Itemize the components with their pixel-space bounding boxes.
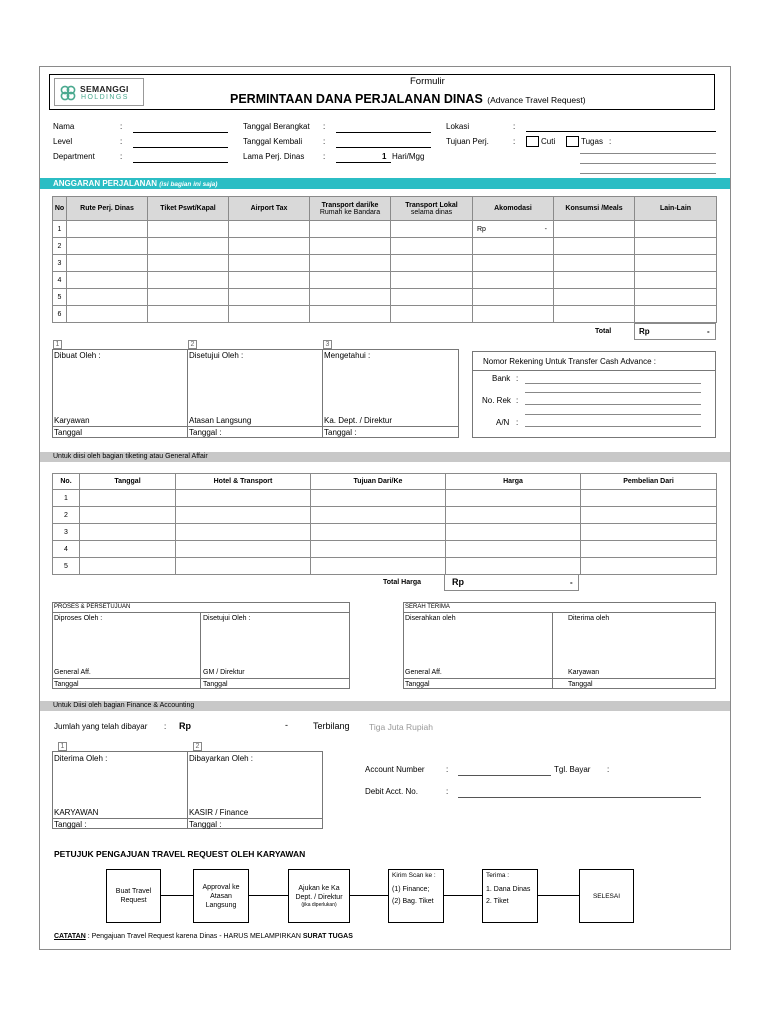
tanggal-label: Tanggal : <box>324 428 357 437</box>
table-cell[interactable] <box>635 289 717 306</box>
general-label: General Aff. <box>405 669 442 676</box>
total-field[interactable]: Rp - <box>634 323 716 340</box>
table-cell[interactable] <box>80 524 176 541</box>
table-cell[interactable] <box>229 272 310 289</box>
col-airport: Airport Tax <box>229 197 310 221</box>
table-cell[interactable] <box>148 238 229 255</box>
tgl-kembali-field[interactable] <box>336 147 431 148</box>
table-cell[interactable] <box>554 272 635 289</box>
table-row <box>53 289 717 306</box>
col-rute: Rute Perj. Dinas <box>67 197 148 221</box>
table-cell[interactable] <box>554 306 635 323</box>
table-row <box>53 507 717 524</box>
colon: : <box>609 137 612 146</box>
bank-line-2[interactable] <box>525 392 701 393</box>
dibuat-label: Dibuat Oleh : <box>54 351 101 360</box>
table-cell[interactable] <box>446 507 581 524</box>
tanggal-label: Tanggal : <box>189 428 222 437</box>
table-cell[interactable] <box>311 558 446 575</box>
table-cell[interactable] <box>473 255 554 272</box>
department-field[interactable] <box>133 162 228 163</box>
clover-logo-icon <box>59 85 77 101</box>
row-number: 4 <box>53 272 67 289</box>
table-cell[interactable] <box>311 524 446 541</box>
divider <box>403 678 716 679</box>
tiketing-banner: Untuk diisi oleh bagian tiketing atau General Affair <box>40 452 730 462</box>
col-tanggal: Tanggal <box>80 474 176 490</box>
jumlah-rp: Rp <box>179 721 191 731</box>
step-number: 3 <box>323 340 332 349</box>
rekening-title: Nomor Rekening Untuk Transfer Cash Advance : <box>483 357 656 366</box>
terbilang-value[interactable]: Tiga Juta Rupiah <box>369 722 433 732</box>
petunjuk-title: PETUJUK PENGAJUAN TRAVEL REQUEST OLEH KARYAWAN <box>54 849 306 859</box>
table-cell[interactable] <box>310 306 391 323</box>
general-label: General Aff. <box>54 669 91 676</box>
flow-step-6: SELESAI <box>579 869 634 923</box>
an-field[interactable] <box>525 426 701 427</box>
row-number: 2 <box>53 238 67 255</box>
catatan: CATATAN : Pengajuan Travel Request karena Dinas - HARUS MELAMPIRKAN SURAT TUGAS <box>54 933 353 940</box>
table-cell[interactable] <box>554 255 635 272</box>
table-cell[interactable] <box>581 558 717 575</box>
flow-connector <box>161 895 193 896</box>
col-no: No <box>53 197 67 221</box>
col-tujuan: Tujuan Dari/Ke <box>311 474 446 490</box>
table-cell[interactable] <box>148 306 229 323</box>
lokasi-field[interactable] <box>526 131 716 132</box>
table-cell[interactable] <box>635 272 717 289</box>
colon: : <box>516 374 519 383</box>
table-row <box>53 272 717 289</box>
table-header-row <box>53 474 717 490</box>
table-cell[interactable] <box>229 221 310 238</box>
tanggal-label: Tanggal : <box>189 820 222 829</box>
row-number: 2 <box>53 507 80 524</box>
atasan-label: Atasan Langsung <box>189 416 252 425</box>
tanggal-label: Tanggal <box>568 681 593 688</box>
table-cell[interactable] <box>176 541 311 558</box>
karyawan-label: KARYAWAN <box>54 808 99 817</box>
lama-unit: Hari/Mgg <box>392 152 425 161</box>
colon: : <box>120 152 123 161</box>
table-cell[interactable] <box>67 221 148 238</box>
tgl-bayar-label: Tgl. Bayar <box>554 765 591 774</box>
table-cell[interactable] <box>635 221 717 238</box>
table-cell[interactable] <box>635 255 717 272</box>
total-harga-label: Total Harga <box>383 579 421 586</box>
table-cell[interactable] <box>473 306 554 323</box>
step-number: 1 <box>53 340 62 349</box>
step-number: 2 <box>193 742 202 751</box>
col-pembelian: Pembelian Dari <box>581 474 717 490</box>
divider <box>52 678 350 679</box>
table-cell[interactable] <box>229 289 310 306</box>
tanggal-label: Tanggal <box>405 681 430 688</box>
table-cell[interactable] <box>581 524 717 541</box>
table-cell[interactable] <box>229 238 310 255</box>
total-label: Total <box>595 328 612 335</box>
row-number: 1 <box>53 490 80 507</box>
divider <box>403 612 716 613</box>
serah-title: SERAH TERIMA <box>405 604 450 610</box>
account-field[interactable] <box>458 775 551 776</box>
col-transport: Transport dari/ke Rumah ke Bandara <box>310 197 391 221</box>
colon: : <box>513 137 516 146</box>
terbilang-label: Terbilang <box>313 721 350 731</box>
divider <box>472 370 716 371</box>
akomodasi-cell[interactable]: Rp - <box>473 221 554 238</box>
row-number: 6 <box>53 306 67 323</box>
table-cell[interactable] <box>67 272 148 289</box>
divider <box>52 426 459 427</box>
flow-step-5: Terima : 1. Dana Dinas 2. Tiket <box>482 869 538 923</box>
lama-field[interactable] <box>336 162 391 163</box>
gm-label: GM / Direktur <box>203 669 245 676</box>
colon: : <box>446 787 449 796</box>
table-cell[interactable] <box>554 221 635 238</box>
flow-connector <box>444 895 482 896</box>
table-cell[interactable] <box>310 255 391 272</box>
table-cell[interactable] <box>446 558 581 575</box>
col-hotel: Hotel & Transport <box>176 474 311 490</box>
table-row <box>53 558 717 575</box>
flow-connector <box>350 895 388 896</box>
divider <box>187 349 188 438</box>
table-cell[interactable] <box>67 289 148 306</box>
tanggal-label: Tanggal <box>203 681 228 688</box>
logo-name: SEMANGGI <box>80 84 129 94</box>
table-row <box>53 490 717 507</box>
table-row <box>53 306 717 323</box>
table-cell[interactable] <box>311 541 446 558</box>
table-cell[interactable] <box>446 524 581 541</box>
table-row <box>53 238 717 255</box>
lama-label: Lama Perj. Dinas <box>243 152 305 161</box>
level-field[interactable] <box>133 147 228 148</box>
tgl-kembali-label: Tanggal Kembali <box>243 137 303 146</box>
col-konsumsi: Konsumsi /Meals <box>554 197 635 221</box>
logo <box>54 78 144 106</box>
colon: : <box>120 137 123 146</box>
proses-title: PROSES & PERSETUJUAN <box>54 604 131 610</box>
tugas-label: Tugas <box>581 137 603 146</box>
table-row <box>53 524 717 541</box>
table-cell[interactable] <box>391 306 473 323</box>
lama-value: 1 <box>382 152 387 161</box>
table-cell[interactable] <box>391 221 473 238</box>
table-cell[interactable] <box>229 306 310 323</box>
table-cell[interactable] <box>80 490 176 507</box>
step-number: 1 <box>58 742 67 751</box>
table-cell[interactable] <box>311 507 446 524</box>
disetujui-label: Disetujui Oleh : <box>203 615 251 622</box>
colon: : <box>323 122 326 131</box>
col-harga: Harga <box>446 474 581 490</box>
table-cell[interactable] <box>446 541 581 558</box>
row-number: 3 <box>53 524 80 541</box>
table-cell[interactable] <box>148 289 229 306</box>
table-cell[interactable] <box>148 221 229 238</box>
total-harga-field[interactable]: Rp - <box>444 574 579 591</box>
lokasi-label: Lokasi <box>446 122 470 131</box>
jumlah-value[interactable]: - <box>285 720 288 730</box>
col-lain: Lain-Lain <box>635 197 717 221</box>
table-cell[interactable] <box>148 255 229 272</box>
tgl-berangkat-field[interactable] <box>336 132 431 133</box>
table-cell[interactable] <box>554 238 635 255</box>
table-cell[interactable] <box>176 524 311 541</box>
table-cell[interactable] <box>148 272 229 289</box>
table-cell[interactable] <box>554 289 635 306</box>
table-cell[interactable] <box>635 238 717 255</box>
row-number: 1 <box>53 221 67 238</box>
table-cell[interactable] <box>80 507 176 524</box>
col-no: No. <box>53 474 80 490</box>
table-cell[interactable] <box>391 238 473 255</box>
table-cell[interactable] <box>581 507 717 524</box>
colon: : <box>446 765 449 774</box>
page-title: PERMINTAAN DANA PERJALANAN DINAS (Advance Travel Request) <box>230 92 586 106</box>
diproses-label: Diproses Oleh : <box>54 615 103 622</box>
tanggal-label: Tanggal <box>54 681 79 688</box>
col-akomodasi: Akomodasi <box>473 197 554 221</box>
department-label: Department <box>53 152 95 161</box>
bank-field[interactable] <box>525 383 701 384</box>
table-cell[interactable] <box>473 289 554 306</box>
table-cell[interactable] <box>80 558 176 575</box>
bank-label: Bank <box>492 374 511 383</box>
colon: : <box>323 152 326 161</box>
flow-step-2: Approval ke Atasan Langsung <box>193 869 249 923</box>
table-cell[interactable] <box>581 541 717 558</box>
table-cell[interactable] <box>310 221 391 238</box>
anggaran-table <box>52 196 717 323</box>
table-cell[interactable] <box>473 238 554 255</box>
an-label: A/N <box>496 418 510 427</box>
table-cell[interactable] <box>310 289 391 306</box>
divider <box>52 818 323 819</box>
table-cell[interactable] <box>176 507 311 524</box>
tujuan-line-2[interactable] <box>580 163 716 164</box>
table-cell[interactable] <box>176 490 311 507</box>
divider <box>322 349 323 438</box>
flow-connector <box>538 895 579 896</box>
tugas-checkbox[interactable] <box>566 136 579 147</box>
colon: : <box>607 765 610 774</box>
level-label: Level <box>53 137 73 146</box>
tujuan-label: Tujuan Perj. <box>446 137 489 146</box>
colon: : <box>513 122 516 131</box>
step-number: 2 <box>188 340 197 349</box>
kadept-label: Ka. Dept. / Direktur <box>324 416 393 425</box>
colon: : <box>516 418 519 427</box>
table-row <box>53 541 717 558</box>
table-cell[interactable] <box>310 238 391 255</box>
table-cell[interactable] <box>391 255 473 272</box>
finance-banner: Untuk Diisi oleh bagian Finance & Accounting <box>40 701 730 711</box>
table-row <box>53 221 717 238</box>
norek-label: No. Rek <box>482 396 511 405</box>
kasir-label: KASIR / Finance <box>189 808 249 817</box>
cuti-label: Cuti <box>541 137 556 146</box>
table-cell[interactable] <box>67 306 148 323</box>
divider <box>52 612 350 613</box>
flow-step-3: Ajukan ke Ka Dept. / Direktur (jika diperlukan) <box>288 869 350 923</box>
tujuan-line-3[interactable] <box>580 173 716 174</box>
tiketing-table <box>52 473 717 575</box>
cuti-checkbox[interactable] <box>526 136 539 147</box>
colon: : <box>323 137 326 146</box>
col-lokal: Transport Lokal selama dinas <box>391 197 473 221</box>
table-row <box>53 255 717 272</box>
table-cell[interactable] <box>391 289 473 306</box>
karyawan-label: Karyawan <box>54 416 90 425</box>
colon: : <box>164 722 167 731</box>
flow-step-4: Kirim Scan ke : (1) Finance; (2) Bag. Tiket <box>388 869 444 923</box>
dibayarkan-label: Dibayarkan Oleh : <box>189 754 254 763</box>
norek-line-2[interactable] <box>525 414 701 415</box>
flow-step-1: Buat Travel Request <box>106 869 161 923</box>
form-label: Formulir <box>410 76 445 87</box>
tanggal-label: Tanggal <box>54 428 83 437</box>
colon: : <box>516 396 519 405</box>
tgl-berangkat-label: Tanggal Berangkat <box>243 122 310 131</box>
table-cell[interactable] <box>391 272 473 289</box>
table-cell[interactable] <box>176 558 311 575</box>
tanggal-label: Tanggal : <box>54 820 87 829</box>
debit-field[interactable] <box>458 797 701 798</box>
colon: : <box>120 122 123 131</box>
table-cell[interactable] <box>635 306 717 323</box>
account-label: Account Number <box>365 765 425 774</box>
table-cell[interactable] <box>229 255 310 272</box>
row-number: 3 <box>53 255 67 272</box>
nama-field[interactable] <box>133 132 228 133</box>
anggaran-banner: ANGGARAN PERJALANAN (isi bagian ini saja) <box>40 178 730 189</box>
approval-box <box>52 349 459 438</box>
tujuan-line-1[interactable] <box>580 153 716 154</box>
logo-sub: HOLDINGS <box>81 94 129 101</box>
row-number: 5 <box>53 289 67 306</box>
karyawan-label: Karyawan <box>568 669 600 676</box>
mengetahui-label: Mengetahui : <box>324 351 371 360</box>
table-cell[interactable] <box>80 541 176 558</box>
row-number: 5 <box>53 558 80 575</box>
form-header <box>49 74 715 110</box>
table-cell[interactable] <box>473 272 554 289</box>
norek-field[interactable] <box>525 404 701 405</box>
diterima-label: Diterima oleh <box>568 615 610 622</box>
table-cell[interactable] <box>581 490 717 507</box>
diterima-label: Diterima Oleh : <box>54 754 108 763</box>
nama-label: Nama <box>53 122 75 131</box>
diserahkan-label: Diserahkan oleh <box>405 615 456 622</box>
flow-connector <box>249 895 288 896</box>
table-cell[interactable] <box>311 490 446 507</box>
table-cell[interactable] <box>310 272 391 289</box>
jumlah-label: Jumlah yang telah dibayar <box>54 722 148 731</box>
table-header-row <box>53 197 717 221</box>
col-tiket: Tiket Pswt/Kapal <box>148 197 229 221</box>
table-cell[interactable] <box>67 238 148 255</box>
disetujui-label: Disetujui Oleh : <box>189 351 244 360</box>
debit-label: Debit Acct. No. <box>365 787 418 796</box>
row-number: 4 <box>53 541 80 558</box>
table-cell[interactable] <box>67 255 148 272</box>
table-cell[interactable] <box>446 490 581 507</box>
